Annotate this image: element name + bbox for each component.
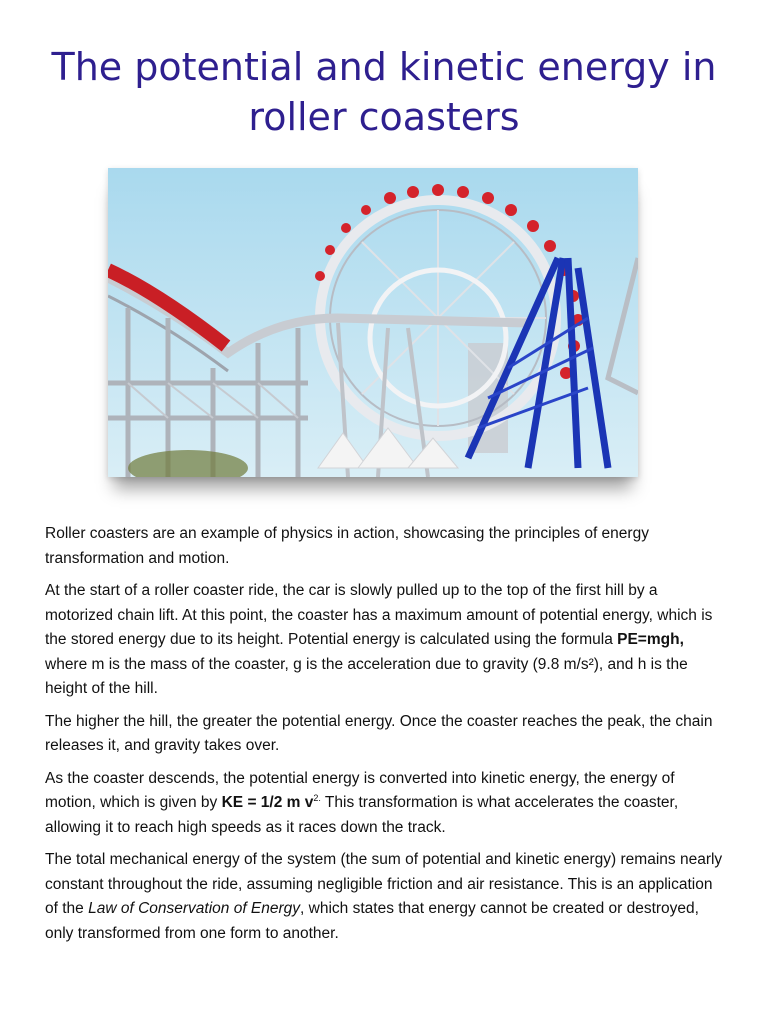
paragraph-potential-energy (45, 579, 725, 702)
ke-formula: KE = 1/2 m v (221, 794, 314, 811)
pe-text-a: At the start of a roller coaster ride, the car is slowly pulled up to the top of the first hill by a motorized chain lift. At this point, the coaster has a maximum amount of potential energy, which is the stored energy due to its height. Potential energy is calculated using the formula (45, 582, 713, 648)
ke-text-a: As the coaster descends, the potential energy is converted into kinetic energy, the energy of motion, which is given by (45, 769, 675, 811)
body-text (45, 522, 725, 954)
paragraph-intro-text: Roller coasters are an example of physics in action, showcasing the principles of energy transformation and motion. (45, 525, 649, 567)
ke-text-b: This transformation is what accelerates the coaster, allowing it to reach high speeds as it races down the track. (45, 794, 679, 836)
title-line-2: roller coasters (248, 95, 520, 139)
ke-formula-superscript: 2. (313, 792, 321, 803)
conservation-law-name: Law of Conservation of Energy (88, 900, 301, 917)
paragraph-conservation (45, 848, 725, 946)
title-line-1: The potential and kinetic energy in (51, 45, 717, 89)
pe-text-b: where m is the mass of the coaster, g is the acceleration due to gravity (9.8 m/s²), and h is the height of the hill. (45, 655, 688, 697)
pe-formula: PE=mgh, (617, 631, 684, 648)
paragraph-kinetic-energy (45, 767, 725, 841)
paragraph-hill-height (45, 710, 725, 759)
hill-text: The higher the hill, the greater the potential energy. Once the coaster reaches the peak, the chain releases it, and gravity takes over. (45, 712, 713, 754)
page-title (0, 42, 768, 142)
paragraph-intro (45, 522, 725, 571)
roller-coaster-photo (108, 168, 638, 477)
conservation-text-b: , which states that energy cannot be created or destroyed, only transformed from one form to another. (45, 900, 699, 942)
conservation-text-a: The total mechanical energy of the system (the sum of potential and kinetic energy) remains nearly constant throughout the ride, assuming negligible friction and air resistance. This is an application of the (45, 851, 723, 917)
